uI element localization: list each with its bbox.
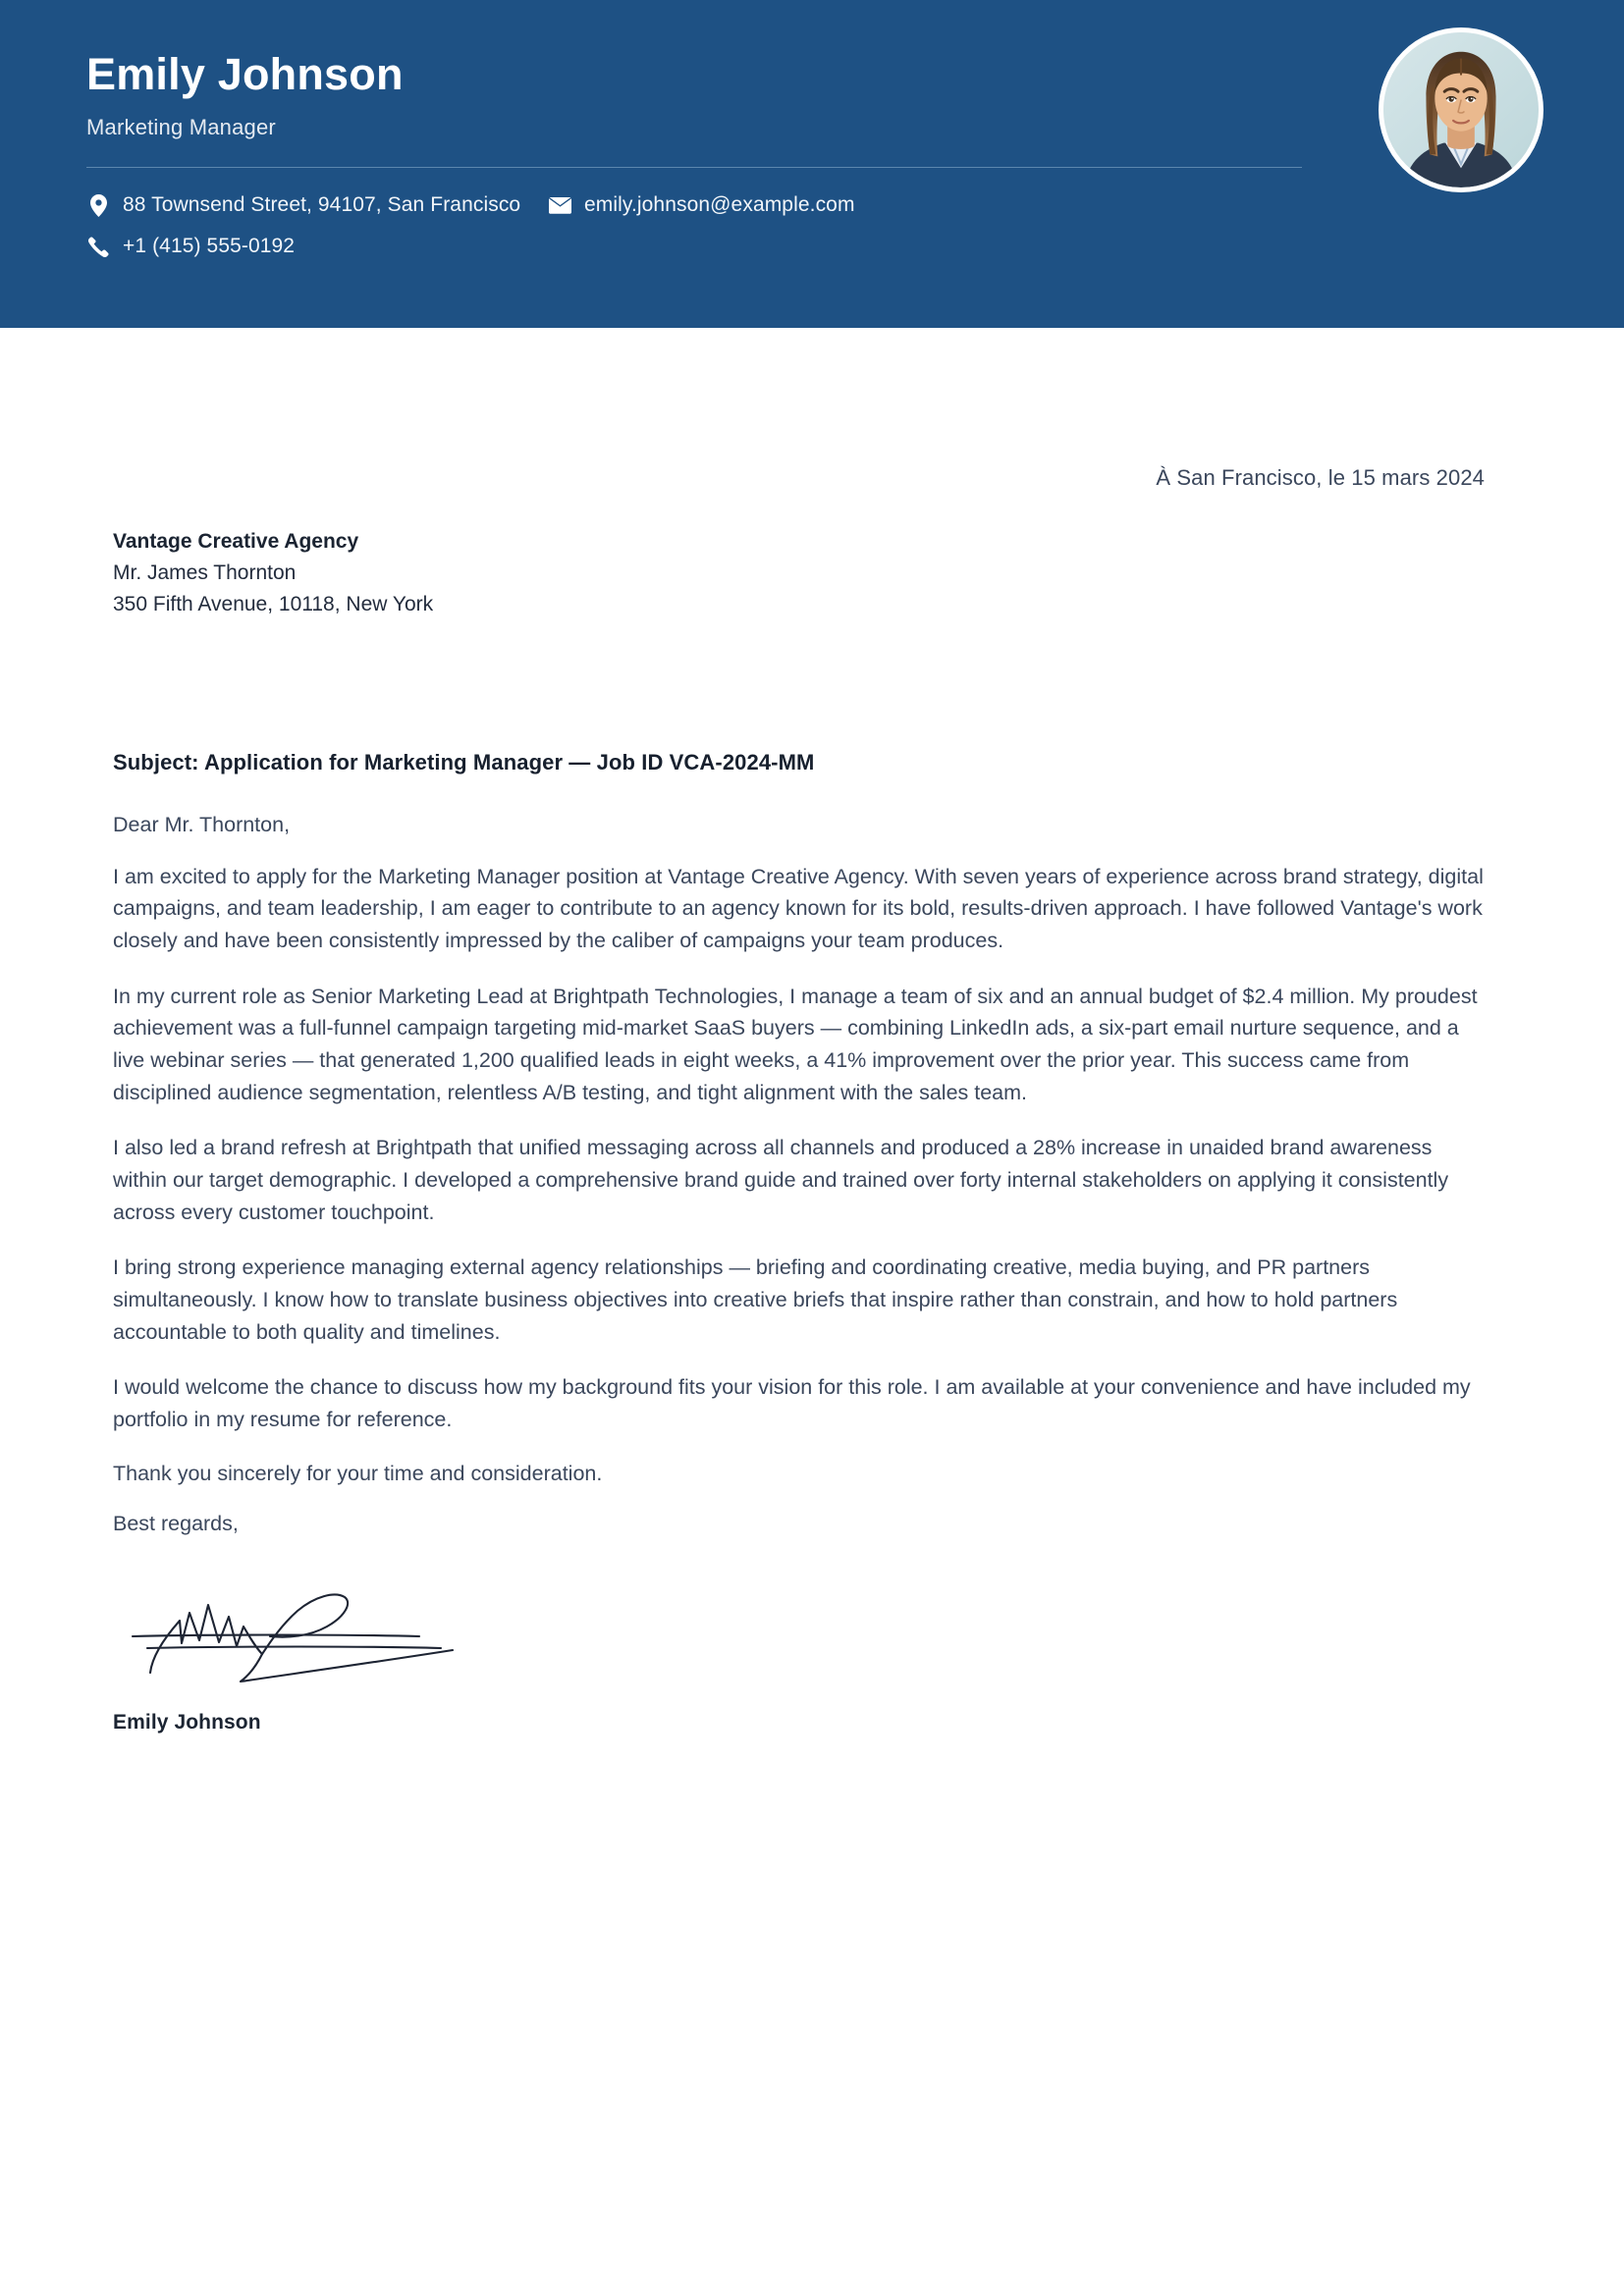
subject-line: Subject: Application for Marketing Manager — Job ID VCA-2024-MM [113,749,815,774]
body-paragraph: I would welcome the chance to discuss how my background fits your vision for this role. I am available at your convenience and have included my portfolio in my resume for reference. [113,1375,1471,1432]
body-paragraph: I bring strong experience managing external agency relationships — briefing and coordinating creative, media buying, and PR partners simultaneously. I know how to translate business objectives into creative briefs that inspire rather than constrain, and how to hold partners accountable to both quality and timelines. [113,1255,1398,1344]
contact-phone[interactable] [86,235,548,258]
job-title: Marketing Manager [86,115,276,140]
salutation: Dear Mr. Thornton, [113,812,291,836]
sign-off-line: Best regards, [113,1511,239,1535]
contact-address [86,193,548,217]
date-line: À San Francisco, le 15 mars 2024 [1156,465,1485,490]
contact-email[interactable] [548,193,855,217]
contact-phone-text: +1 (415) 555-0192 [123,235,296,258]
body-paragraph: In my current role as Senior Marketing Lead at Brightpath Technologies, I manage a team of six and an annual budget of $2.4 million. My proudest achievement was a full-funnel campaign targeting mid-market SaaS buyers — combining LinkedIn ads, a six-part email nurture sequence, and a live webinar series — that generated 1,200 qualified leads in eight weeks, a 41% improvement over the prior year. This success came from disciplined audience segmentation, relentless A/B testing, and tight alignment with the sales team. [113,984,1478,1104]
contact-details [86,193,1304,258]
letter-body [0,465,1624,1735]
avatar [1379,27,1543,192]
map-pin-icon [86,194,110,217]
handwritten-signature [113,1570,525,1687]
signature-name: Emily Johnson [113,1710,261,1734]
recipient-contact-person: Mr. James Thornton [113,561,297,584]
recipient-address: 350 Fifth Avenue, 10118, New York [113,592,434,615]
header-content [86,51,1304,258]
letter-header [0,0,1624,328]
contact-row-2 [86,235,1304,258]
contact-row-1 [86,193,1304,217]
contact-email-text: emily.johnson@example.com [584,193,855,217]
body-paragraph: I am excited to apply for the Marketing Manager position at Vantage Creative Agency. With seven years of experience across brand strategy, digital campaigns, and team leadership, I am eager to contribute to an agency known for its bold, results-driven approach. I have followed Vantage's work closely and have been consistently impressed by the caliber of campaigns your team produces. [113,864,1484,953]
header-divider [86,167,1302,168]
phone-icon [86,237,110,257]
contact-address-text: 88 Townsend Street, 94107, San Francisco [123,193,521,217]
page-title: Emily Johnson [86,49,404,99]
body-paragraph: I also led a brand refresh at Brightpath that unified messaging across all channels and produced a 28% increase in unaided brand awareness within our target demographic. I developed a comprehensive brand guide and trained over forty internal stakeholders on applying it consistently across every customer touchpoint. [113,1136,1449,1224]
recipient-block [113,526,1485,620]
recipient-organization: Vantage Creative Agency [113,530,359,553]
envelope-icon [548,197,571,214]
thank-you-line: Thank you sincerely for your time and consideration. [113,1461,603,1485]
